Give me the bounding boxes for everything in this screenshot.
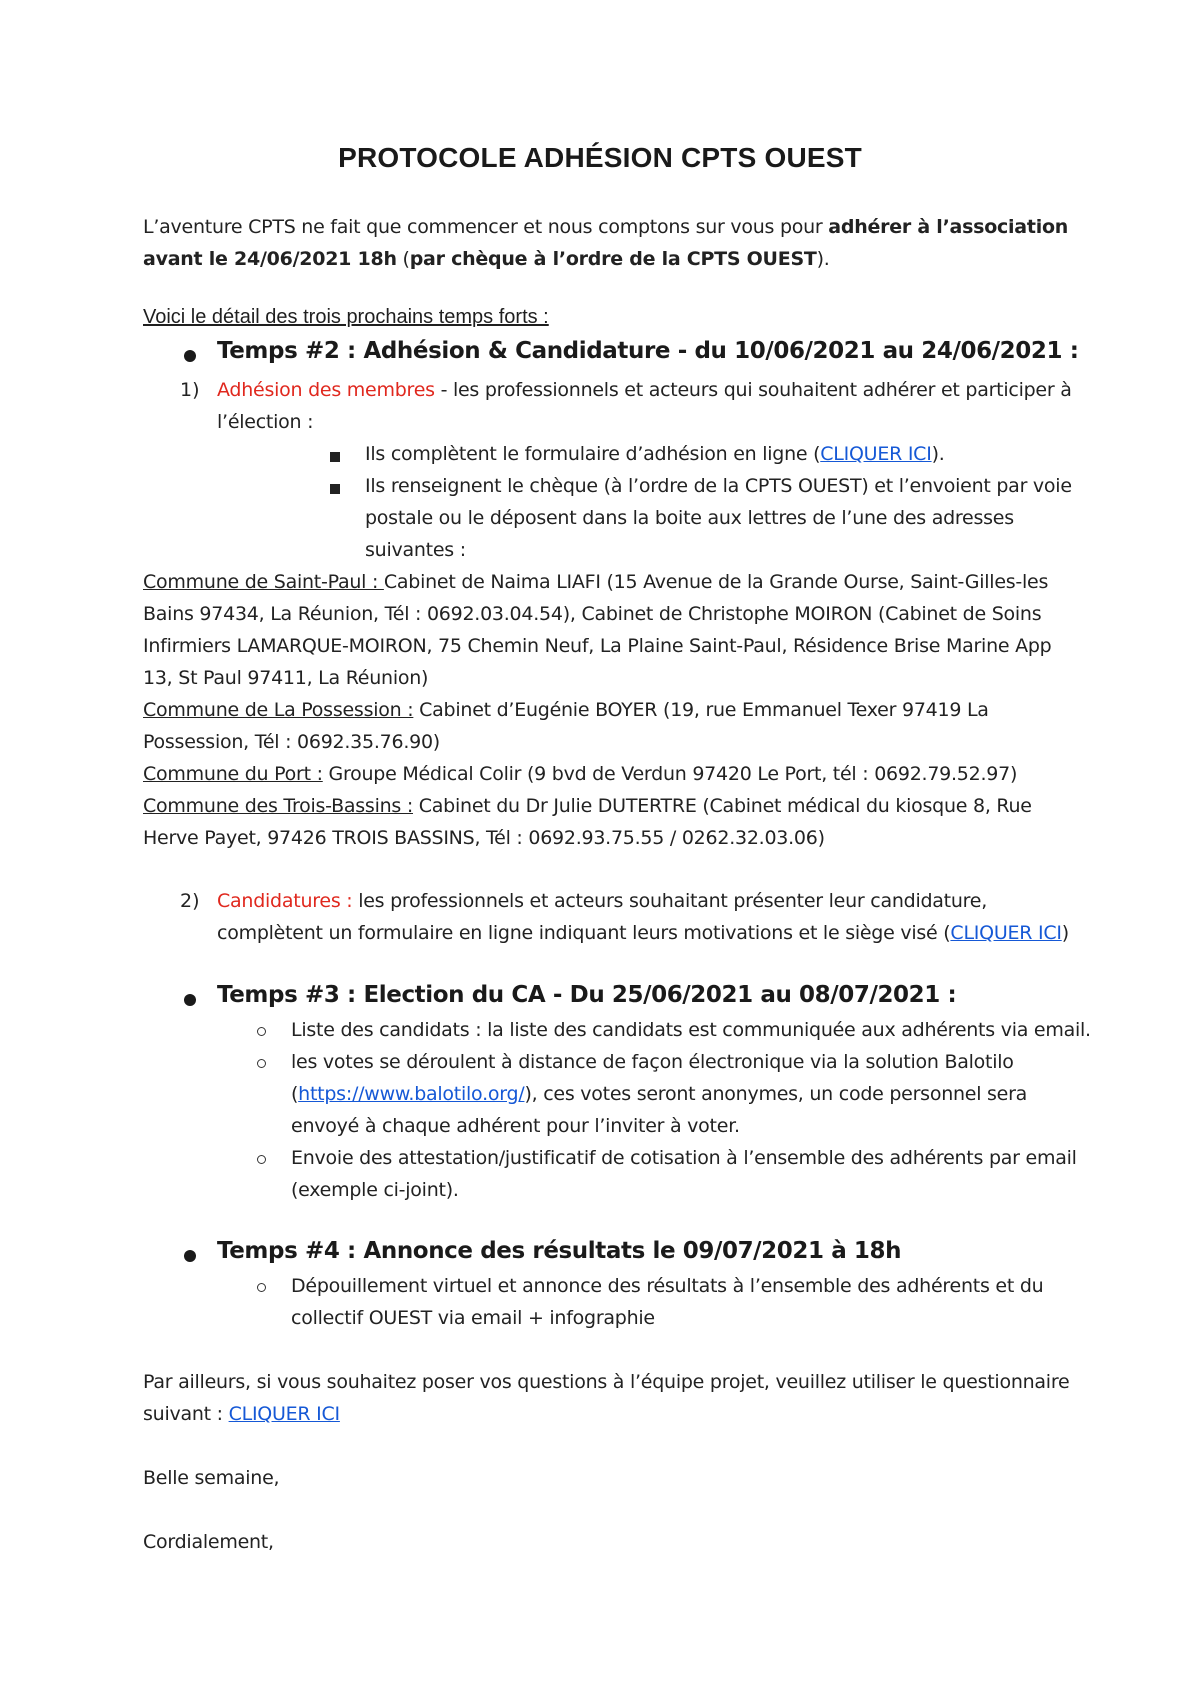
sub2-line-2: postale ou le déposent dans la boite aux lettres de l’une des adresses bbox=[365, 507, 1014, 529]
item-number: 2) bbox=[180, 890, 200, 912]
temps3-bullet-3-line-2: (exemple ci-joint). bbox=[291, 1179, 459, 1201]
outro-line-1: Par ailleurs, si vous souhaitez poser vos questions à l’équipe projet, veuillez utiliser le questionnaire bbox=[143, 1371, 1070, 1393]
bullet-dot-icon bbox=[184, 994, 196, 1006]
temps2-heading: Temps #2 : Adhésion & Candidature - du 10/06/2021 au 24/06/2021 : bbox=[217, 338, 1079, 364]
address-line: 13, St Paul 97411, La Réunion) bbox=[143, 667, 429, 689]
candidature-form-link[interactable]: CLIQUER ICI bbox=[950, 922, 1062, 944]
circle-bullet-icon bbox=[257, 1027, 266, 1036]
item2-end: ) bbox=[1061, 922, 1069, 944]
intro-line-2 bbox=[143, 243, 830, 275]
intro-paren-open: ( bbox=[396, 248, 410, 270]
sub2-line-1: Ils renseignent le chèque (à l’ordre de la CPTS OUEST) et l’envoient par voie bbox=[365, 475, 1072, 497]
square-bullet-icon bbox=[330, 484, 340, 494]
temps3-heading: Temps #3 : Election du CA - Du 25/06/2021 au 08/07/2021 : bbox=[217, 982, 957, 1008]
address-text: Groupe Médical Colir (9 bvd de Verdun 97420 Le Port, tél : 0692.79.52.97) bbox=[322, 763, 1018, 785]
temps3-bullet-1: Liste des candidats : la liste des candidats est communiquée aux adhérents via email. bbox=[291, 1019, 1091, 1041]
address-line: Bains 97434, La Réunion, Tél : 0692.03.04.54), Cabinet de Christophe MOIRON (Cabinet de Soins bbox=[143, 603, 1042, 625]
temps3-bullet-2-line-2 bbox=[291, 1078, 1027, 1110]
outro-text: suivant : bbox=[143, 1403, 229, 1425]
temps3-bullet-2-line-3: envoyé à chaque adhérent pour l’inviter à voter. bbox=[291, 1115, 740, 1137]
item2-text: les professionnels et acteurs souhaitant présenter leur candidature, bbox=[352, 890, 988, 912]
circle-bullet-icon bbox=[257, 1283, 266, 1292]
temps4-bullet-1-line-1: Dépouillement virtuel et annonce des résultats à l’ensemble des adhérents et du bbox=[291, 1275, 1044, 1297]
circle-bullet-icon bbox=[257, 1059, 266, 1068]
item2-line-2 bbox=[217, 917, 1069, 949]
address-line: Herve Payet, 97426 TROIS BASSINS, Tél : 0692.93.75.55 / 0262.32.03.06) bbox=[143, 827, 825, 849]
address-label: Commune des Trois-Bassins : bbox=[143, 795, 413, 817]
section-intro: Voici le détail des trois prochains temps forts : bbox=[143, 306, 549, 328]
address-label: Commune de Saint-Paul : bbox=[143, 571, 384, 593]
intro-deadline: avant le 24/06/2021 18h bbox=[143, 248, 397, 270]
address-text: Cabinet d’Eugénie BOYER (19, rue Emmanuel Texer 97419 La bbox=[413, 699, 989, 721]
page-title: PROTOCOLE ADHÉSION CPTS OUEST bbox=[338, 142, 862, 173]
intro-line-1 bbox=[143, 211, 1068, 243]
address-text: Cabinet de Naima LIAFI (15 Avenue de la Grande Ourse, Saint-Gilles-les bbox=[383, 571, 1049, 593]
balotilo-link[interactable]: https://www.balotilo.org/ bbox=[298, 1083, 525, 1105]
item-number: 1) bbox=[180, 379, 200, 401]
bullet-text: ), ces votes seront anonymes, un code personnel sera bbox=[524, 1083, 1028, 1105]
sub1-end: ). bbox=[931, 443, 945, 465]
intro-bold: adhérer à l’association bbox=[828, 216, 1069, 238]
item2-text: complètent un formulaire en ligne indiquant leurs motivations et le siège visé ( bbox=[217, 922, 951, 944]
intro-text: L’aventure CPTS ne fait que commencer et nous comptons sur vous pour bbox=[143, 216, 829, 238]
temps3-bullet-3-line-1: Envoie des attestation/justificatif de cotisation à l’ensemble des adhérents par email bbox=[291, 1147, 1077, 1169]
address-la-possession bbox=[143, 694, 989, 726]
address-text: Cabinet du Dr Julie DUTERTRE (Cabinet médical du kiosque 8, Rue bbox=[412, 795, 1032, 817]
item1-text: - les professionnels et acteurs qui souhaitent adhérer et participer à bbox=[434, 379, 1072, 401]
bullet-dot-icon bbox=[184, 1250, 196, 1262]
address-le-port bbox=[143, 758, 1017, 790]
intro-cheque: par chèque à l’ordre de la CPTS OUEST bbox=[409, 248, 817, 270]
temps4-heading: Temps #4 : Annonce des résultats le 09/07/2021 à 18h bbox=[217, 1238, 902, 1264]
item2-label: Candidatures : bbox=[217, 890, 353, 912]
intro-paren-close: ). bbox=[816, 248, 830, 270]
address-trois-bassins bbox=[143, 790, 1032, 822]
bullet-dot-icon bbox=[184, 350, 196, 362]
sub1-text: Ils complètent le formulaire d’adhésion en ligne ( bbox=[365, 443, 821, 465]
questionnaire-link[interactable]: CLIQUER ICI bbox=[228, 1403, 340, 1425]
circle-bullet-icon bbox=[257, 1155, 266, 1164]
paren-open: ( bbox=[291, 1083, 299, 1105]
outro-line-2 bbox=[143, 1398, 340, 1430]
address-label: Commune de La Possession : bbox=[143, 699, 414, 721]
item2-line-1 bbox=[217, 885, 987, 917]
temps4-bullet-1-line-2: collectif OUEST via email + infographie bbox=[291, 1307, 655, 1329]
adhesion-form-link[interactable]: CLIQUER ICI bbox=[820, 443, 932, 465]
sub1-line bbox=[365, 438, 945, 470]
address-line: Infirmiers LAMARQUE-MOIRON, 75 Chemin Neuf, La Plaine Saint-Paul, Résidence Brise Marine App bbox=[143, 635, 1052, 657]
address-line: Possession, Tél : 0692.35.76.90) bbox=[143, 731, 440, 753]
temps3-bullet-2-line-1: les votes se déroulent à distance de façon électronique via la solution Balotilo bbox=[291, 1051, 1014, 1073]
address-saint-paul bbox=[143, 566, 1048, 598]
closing-signoff: Cordialement, bbox=[143, 1531, 274, 1553]
sub2-line-3: suivantes : bbox=[365, 539, 466, 561]
address-label: Commune du Port : bbox=[143, 763, 323, 785]
item1-label: Adhésion des membres bbox=[217, 379, 435, 401]
square-bullet-icon bbox=[330, 452, 340, 462]
item1-line-1 bbox=[217, 374, 1072, 406]
item1-line-2: l’élection : bbox=[217, 411, 314, 433]
closing-greeting: Belle semaine, bbox=[143, 1467, 280, 1489]
